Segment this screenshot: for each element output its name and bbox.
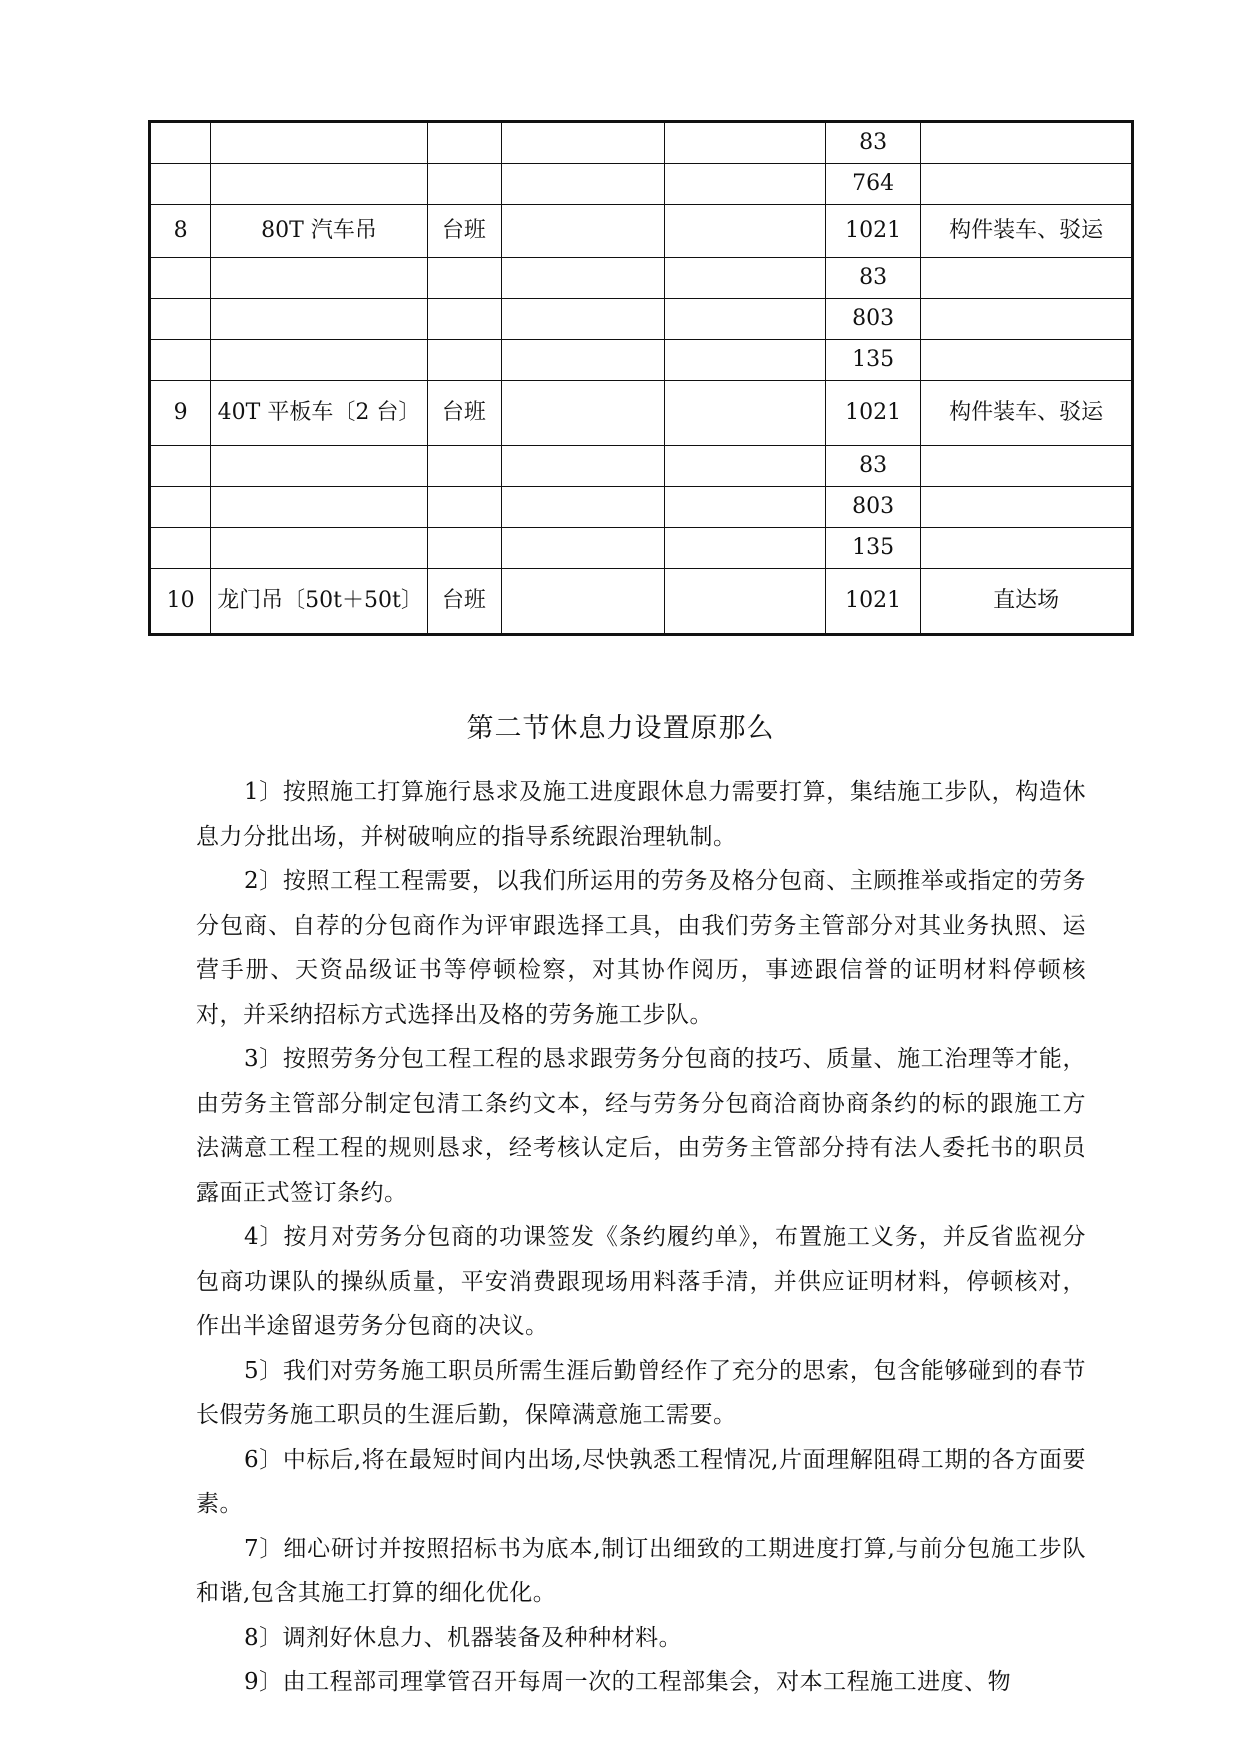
table-row xyxy=(151,164,1132,205)
cell-name: 80T 汽车吊 xyxy=(211,205,428,258)
paragraph: 9〕由工程部司理掌管召开每周一次的工程部集会，对本工程施工进度、物 xyxy=(244,1669,1012,1695)
table-row xyxy=(151,381,1132,446)
cell-c4 xyxy=(502,487,664,528)
cell-qty: 803 xyxy=(826,487,921,528)
cell-remark: 直达场 xyxy=(921,569,1132,634)
cell-unit: 台班 xyxy=(427,381,501,446)
table-row xyxy=(151,205,1132,258)
cell-c5 xyxy=(664,340,825,381)
cell-no xyxy=(151,528,211,569)
body-text xyxy=(196,770,1086,1705)
paragraph: 2〕按照工程工程需要，以我们所运用的劳务及格分包商、主顾推举或指定的劳务分包商、自荐的分包商作为评审跟选择工具，由我们劳务主管部分对其业务执照、运营手册、天资品级证书等停顿检察，对其协作阅历，事迹跟信誉的证明材料停顿核对，并采纳招标方式选择出及格的劳务施工步队。 xyxy=(196,868,1086,1028)
cell-unit xyxy=(427,258,501,299)
paragraph: 5〕我们对劳务施工职员所需生涯后勤曾经作了充分的思索，包含能够碰到的春节长假劳务施工职员的生涯后勤，保障满意施工需要。 xyxy=(196,1357,1086,1428)
cell-c5 xyxy=(664,164,825,205)
cell-no: 10 xyxy=(151,569,211,634)
cell-c5 xyxy=(664,381,825,446)
cell-name xyxy=(211,164,428,205)
cell-remark xyxy=(921,487,1132,528)
cell-name xyxy=(211,340,428,381)
cell-name xyxy=(211,299,428,340)
cell-unit xyxy=(427,340,501,381)
cell-c4 xyxy=(502,205,664,258)
cell-remark xyxy=(921,446,1132,487)
cell-no xyxy=(151,487,211,528)
cell-qty: 83 xyxy=(826,258,921,299)
cell-qty: 803 xyxy=(826,299,921,340)
section-title: 第二节休息力设置原那么 xyxy=(466,713,775,744)
paragraph: 7〕细心研讨并按照招标书为底本,制订出细致的工期进度打算,与前分包施工步队和谐,包含其施工打算的细化优化。 xyxy=(196,1535,1086,1606)
cell-qty: 764 xyxy=(826,164,921,205)
cell-c4 xyxy=(502,381,664,446)
cell-unit xyxy=(427,164,501,205)
cell-qty: 135 xyxy=(826,340,921,381)
cell-c5 xyxy=(664,487,825,528)
cell-remark xyxy=(921,299,1132,340)
table-row xyxy=(151,299,1132,340)
cell-c4 xyxy=(502,164,664,205)
cell-c4 xyxy=(502,299,664,340)
table-row xyxy=(151,340,1132,381)
cell-c4 xyxy=(502,569,664,634)
cell-qty: 83 xyxy=(826,123,921,164)
equipment-table xyxy=(148,120,1134,636)
paragraph: 1〕按照施工打算施行恳求及施工进度跟休息力需要打算，集结施工步队，构造休息力分批出场，并树破响应的指导系统跟治理轨制。 xyxy=(196,779,1086,850)
cell-remark xyxy=(921,258,1132,299)
cell-c5 xyxy=(664,528,825,569)
paragraph: 8〕调剂好休息力、机器装备及种种材料。 xyxy=(244,1624,683,1651)
cell-c4 xyxy=(502,528,664,569)
cell-no xyxy=(151,340,211,381)
cell-unit xyxy=(427,487,501,528)
cell-name xyxy=(211,528,428,569)
cell-c4 xyxy=(502,123,664,164)
cell-qty: 135 xyxy=(826,528,921,569)
table-row xyxy=(151,487,1132,528)
cell-c5 xyxy=(664,299,825,340)
cell-no xyxy=(151,258,211,299)
table-row xyxy=(151,569,1132,634)
cell-no xyxy=(151,123,211,164)
cell-remark xyxy=(921,528,1132,569)
cell-c4 xyxy=(502,446,664,487)
cell-remark: 构件装车、驳运 xyxy=(921,381,1132,446)
cell-name xyxy=(211,258,428,299)
cell-c5 xyxy=(664,569,825,634)
paragraph: 3〕按照劳务分包工程工程的恳求跟劳务分包商的技巧、质量、施工治理等才能，由劳务主管部分制定包清工条约文本，经与劳务分包商洽商协商条约的标的跟施工方法满意工程工程的规则恳求，经考核认定后，由劳务主管部分持有法人委托书的职员露面正式签订条约。 xyxy=(196,1046,1086,1206)
cell-qty: 1021 xyxy=(826,381,921,446)
cell-name xyxy=(211,446,428,487)
cell-name: 40T 平板车〔2 台〕 xyxy=(211,381,428,446)
cell-unit: 台班 xyxy=(427,569,501,634)
cell-qty: 1021 xyxy=(826,205,921,258)
cell-c4 xyxy=(502,340,664,381)
paragraph: 4〕按月对劳务分包商的功课签发《条约履约单》，布置施工义务，并反省监视分包商功课队的操纵质量，平安消费跟现场用料落手清，并供应证明材料，停顿核对，作出半途留退劳务分包商的决议。 xyxy=(196,1224,1086,1339)
cell-c5 xyxy=(664,123,825,164)
cell-name xyxy=(211,123,428,164)
cell-c5 xyxy=(664,205,825,258)
cell-unit xyxy=(427,528,501,569)
cell-name: 龙门吊〔50t＋50t〕 xyxy=(211,569,428,634)
cell-no xyxy=(151,446,211,487)
cell-unit xyxy=(427,446,501,487)
cell-c4 xyxy=(502,258,664,299)
cell-remark xyxy=(921,340,1132,381)
cell-unit xyxy=(427,299,501,340)
cell-no: 8 xyxy=(151,205,211,258)
cell-name xyxy=(211,487,428,528)
paragraph: 6〕中标后,将在最短时间内出场,尽快孰悉工程情况,片面理解阻碍工期的各方面要素。 xyxy=(196,1446,1086,1517)
cell-remark xyxy=(921,123,1132,164)
cell-qty: 83 xyxy=(826,446,921,487)
cell-unit: 台班 xyxy=(427,205,501,258)
cell-c5 xyxy=(664,258,825,299)
cell-no: 9 xyxy=(151,381,211,446)
table-row xyxy=(151,446,1132,487)
cell-c5 xyxy=(664,446,825,487)
cell-qty: 1021 xyxy=(826,569,921,634)
cell-no xyxy=(151,299,211,340)
cell-unit xyxy=(427,123,501,164)
table-row xyxy=(151,258,1132,299)
cell-remark: 构件装车、驳运 xyxy=(921,205,1132,258)
table-row xyxy=(151,123,1132,164)
table-row xyxy=(151,528,1132,569)
cell-no xyxy=(151,164,211,205)
cell-remark xyxy=(921,164,1132,205)
